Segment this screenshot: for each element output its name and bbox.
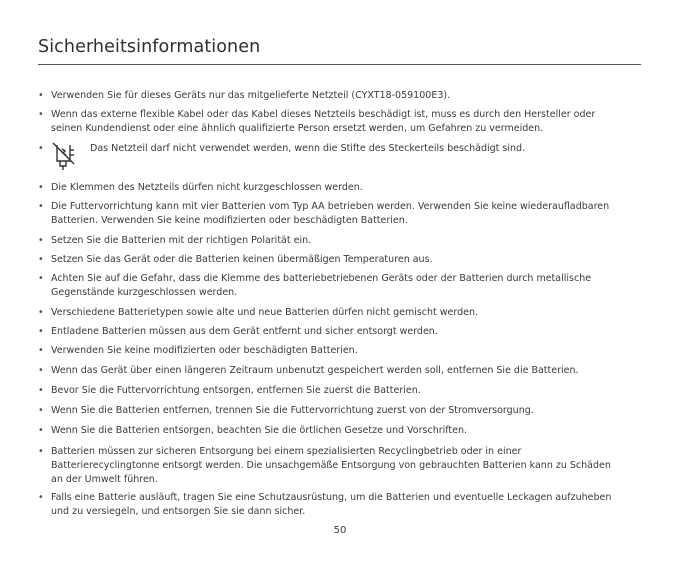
- text-line: Die Klemmen des Netzteils dürfen nicht kurzgeschlossen werden.: [51, 182, 363, 193]
- list-item-text: [51, 200, 642, 228]
- text-line: Das Netzteil darf nicht verwendet werden, wenn die Stifte des Steckerteils beschädigt sind.: [90, 143, 526, 154]
- text-line: Batterierecyclingtonne entsorgt werden. Die unsachgemäße Entsorgung von gebrauchten Batterien kann zu Schäden: [51, 460, 611, 471]
- text-line: Bevor Sie die Futtervorrichtung entsorgen, entfernen Sie zuerst die Batterien.: [51, 385, 421, 396]
- bullet-marker: •: [38, 345, 44, 356]
- list-item: [38, 325, 642, 339]
- list-item: [38, 234, 642, 248]
- text-line: Die Futtervorrichtung kann mit vier Batterien vom Typ AA betrieben werden. Verwenden Sie keine wiederaufladbaren: [51, 201, 610, 212]
- page-number: 50: [333, 525, 347, 536]
- text-line: Gegenstände kurzgeschlossen werden.: [51, 287, 238, 298]
- list-item-text: [51, 384, 642, 398]
- list-item-text: [51, 424, 642, 438]
- list-item-text: [51, 445, 642, 487]
- bullet-marker: •: [38, 182, 44, 193]
- text-line: Wenn Sie die Batterien entfernen, trennen Sie die Futtervorrichtung zuerst von der Stromversorgung.: [51, 405, 534, 416]
- list-item: [38, 445, 642, 487]
- list-item: [38, 384, 642, 398]
- text-line: Batterien. Verwenden Sie keine modifizierten oder beschädigten Batterien.: [51, 215, 408, 226]
- text-line: an der Umwelt führen.: [51, 474, 158, 485]
- list-item-text: [90, 142, 642, 156]
- text-line: Batterien müssen zur sicheren Entsorgung bei einem spezialisierten Recyclingbetrieb oder in einer: [51, 446, 522, 457]
- text-line: Verwenden Sie keine modifizierten oder beschädigten Batterien.: [51, 345, 358, 356]
- text-line: Achten Sie auf die Gefahr, dass die Klemme des batteriebetriebenen Geräts oder der Batterien durch metallische: [51, 273, 592, 284]
- text-line: und zu versiegeln, und entsorgen Sie sie dann sicher.: [51, 506, 306, 517]
- text-line: Verwenden Sie für dieses Geräts nur das mitgelieferte Netzteil (CYXT18-059100E3).: [51, 90, 451, 101]
- bullet-marker: •: [38, 201, 44, 212]
- text-line: Setzen Sie das Gerät oder die Batterien keinen übermäßigen Temperaturen aus.: [51, 254, 433, 265]
- list-item: [38, 424, 642, 438]
- bullet-marker: •: [38, 307, 44, 318]
- text-line: Verschiedene Batterietypen sowie alte und neue Batterien dürfen nicht gemischt werden.: [51, 307, 479, 318]
- bullet-marker: •: [38, 365, 44, 376]
- bullet-marker: •: [38, 492, 44, 503]
- list-item-text: [51, 491, 642, 519]
- list-item: [38, 272, 642, 300]
- damaged-plug-icon: [50, 142, 80, 172]
- text-line: Entladene Batterien müssen aus dem Gerät entfernt und sicher entsorgt werden.: [51, 326, 438, 337]
- list-item-text: [51, 364, 642, 378]
- text-line: seinen Kundendienst oder eine ähnlich qualifizierte Person ersetzt werden, um Gefahren zu vermeiden.: [51, 123, 544, 134]
- list-item-text: [51, 234, 642, 248]
- bullet-marker: •: [38, 254, 44, 265]
- bullet-marker: •: [38, 273, 44, 284]
- page-title: Sicherheitsinformationen: [38, 37, 261, 57]
- text-line: Setzen Sie die Batterien mit der richtigen Polarität ein.: [51, 235, 312, 246]
- text-line: Wenn Sie die Batterien entsorgen, beachten Sie die örtlichen Gesetze und Vorschriften.: [51, 425, 468, 436]
- list-item-text: [51, 108, 642, 136]
- bullet-marker: •: [38, 109, 44, 120]
- list-item-text: [51, 306, 642, 320]
- list-item-text: [51, 253, 642, 267]
- list-item: [38, 89, 642, 103]
- list-item-text: [51, 272, 642, 300]
- list-item: [38, 200, 642, 228]
- list-item-text: [51, 404, 642, 418]
- text-line: Falls eine Batterie ausläuft, tragen Sie eine Schutzausrüstung, um die Batterien und eventuelle Leckagen aufzuheben: [51, 492, 612, 503]
- text-line: Wenn das Gerät über einen längeren Zeitraum unbenutzt gespeichert werden soll, entfernen Sie die Batterien.: [51, 365, 579, 376]
- list-item: [38, 344, 642, 358]
- list-item: [38, 142, 642, 156]
- bullet-marker: •: [38, 405, 44, 416]
- list-item-text: [51, 89, 642, 103]
- bullet-marker: •: [38, 385, 44, 396]
- bullet-marker: •: [38, 235, 44, 246]
- bullet-marker: •: [38, 143, 44, 154]
- list-item: [38, 306, 642, 320]
- bullet-marker: •: [38, 446, 44, 457]
- bullet-marker: •: [38, 425, 44, 436]
- list-item: [38, 491, 642, 519]
- bullet-marker: •: [38, 326, 44, 337]
- bullet-marker: •: [38, 90, 44, 101]
- list-item-text: [51, 344, 642, 358]
- list-item: [38, 253, 642, 267]
- text-line: Wenn das externe flexible Kabel oder das Kabel dieses Netzteils beschädigt ist, muss es durch den Hersteller oder: [51, 109, 596, 120]
- list-item: [38, 108, 642, 136]
- list-item: [38, 181, 642, 195]
- list-item-text: [51, 181, 642, 195]
- list-item-text: [51, 325, 642, 339]
- list-item: [38, 364, 642, 378]
- list-item: [38, 404, 642, 418]
